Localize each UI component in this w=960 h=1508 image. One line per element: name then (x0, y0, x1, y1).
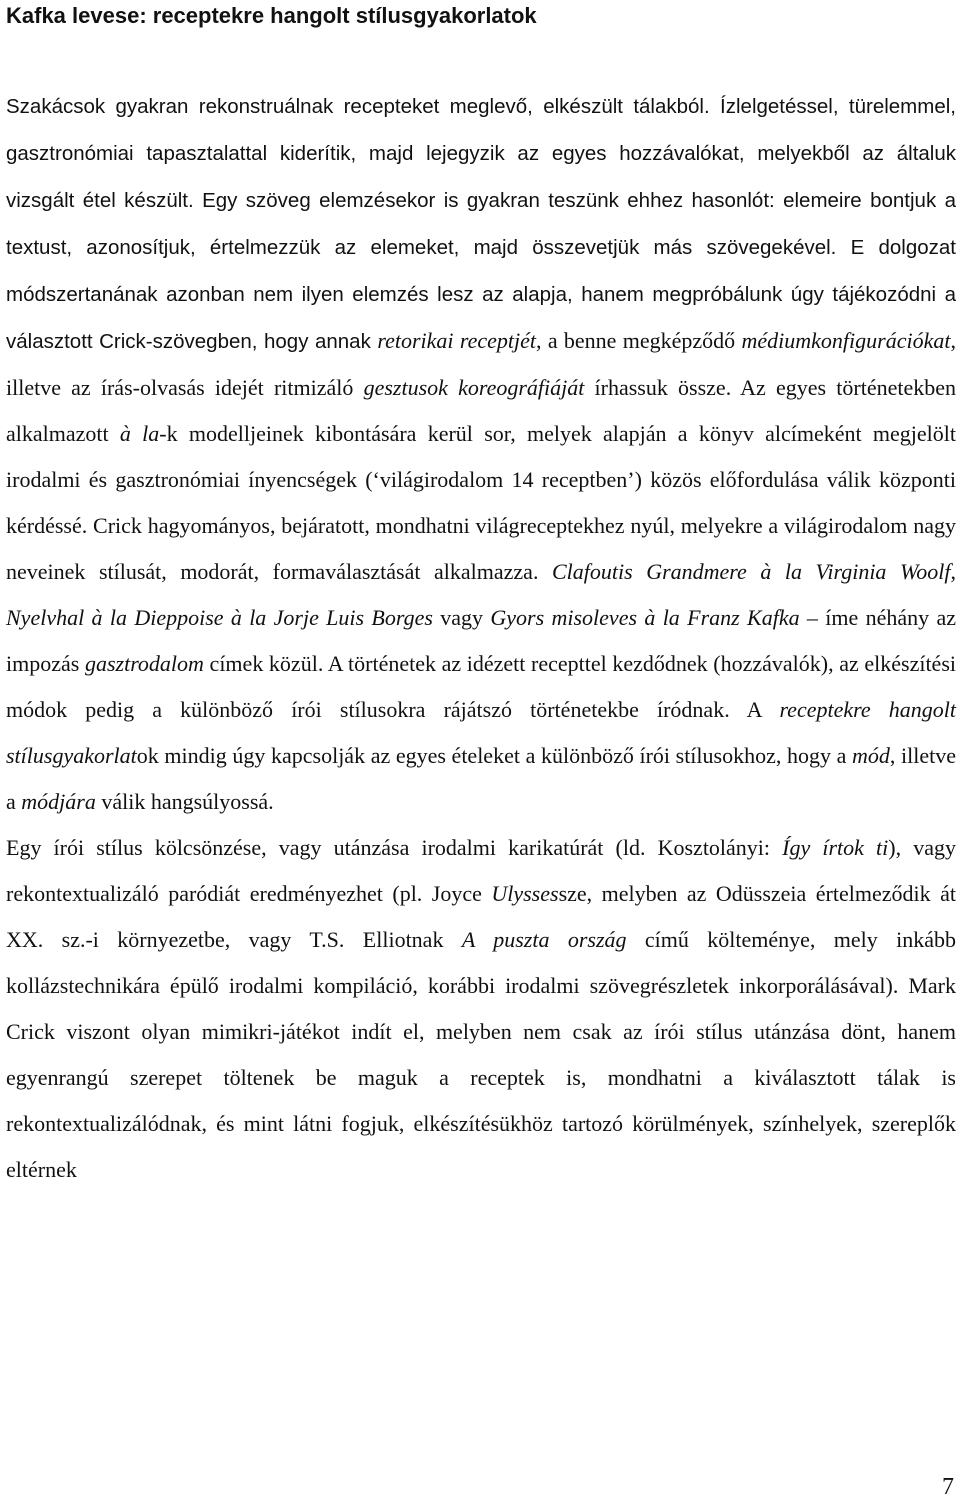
text-run: válik hangsúlyossá. (95, 789, 274, 814)
emphasis-text: médiumkonfigurációkat (741, 328, 951, 353)
emphasis-text: receptekre hangolt stílusgyakorlat (6, 697, 956, 768)
text-run: címek közül. A történetek az idézett recepttel kezdődnek (hozzávalók), az elkészítési módok pedig a különböző írói stílusokra rájátszó történetekbe íródnak. A (6, 651, 956, 722)
page-number: 7 (942, 1474, 954, 1500)
text-run: sze, melyben az Odüsszeia értelmeződik át XX. sz.-i környezetbe, vagy T.S. Elliotnak (6, 881, 956, 952)
emphasis-text: mód (852, 743, 890, 768)
paragraph-intro (6, 83, 956, 825)
emphasis-text: A puszta ország (461, 927, 627, 952)
text-run: , (950, 559, 956, 584)
text-run: – íme néhány az impozás (6, 605, 956, 676)
text-run: , illetve az írás-olvasás idejét ritmizáló (6, 328, 956, 400)
text-run: , illetve a (6, 743, 956, 814)
text-run: ), vagy rekontextualizáló paródiát eredményezhet (pl. Joyce (6, 835, 956, 906)
text-run: írhassuk össze. Az egyes történetekben alkalmazott (6, 375, 956, 446)
text-run: ok mindig úgy kapcsolják az egyes ételeket a különböző írói stílusokhoz, hogy a (136, 743, 852, 768)
emphasis-text: Nyelvhal à la Dieppoise à la Jorje Luis Borges (6, 605, 433, 630)
emphasis-text: Így írtok ti (782, 835, 889, 860)
document-page (6, 0, 956, 1193)
text-run: Egy írói stílus kölcsönzése, vagy utánzása irodalmi karikatúrát (ld. Kosztolányi: (6, 835, 783, 860)
paragraph-style-borrowing (6, 825, 956, 1193)
text-run: című költeménye, mely inkább kollázstechnikára épülő irodalmi kompiláció, korábbi irodalmi szövegrészletek inkorporálásával). Mark Crick viszont olyan mimikri-játékot indít el, melyben nem csak az írói stílus utánzása dönt, hanem egyenrangú szerepet töltenek be maguk a receptek is, mondhatni a kiválasztott tálak is rekontextualizálódnak, és mint látni fogjuk, elkészítésükhöz tartozó körülmények, színhelyek, szereplők eltérnek (6, 927, 956, 1182)
document-title: Kafka levese: receptekre hangolt stílusgyakorlatok (6, 3, 537, 28)
emphasis-text: retorikai receptjét (377, 328, 536, 353)
emphasis-text: gesztusok koreográfiáját (363, 375, 585, 400)
text-run: vagy (432, 605, 491, 630)
emphasis-text: Ulysses (491, 881, 559, 906)
emphasis-text: gasztrodalom (84, 651, 204, 676)
text-run: -k modelljeinek kibontására kerül sor, melyek alapján a könyv alcímeként megjelölt irodalmi és gasztronómiai ínyencségek (‘világirodalom 14 receptben’) közös előfordulása válik központi kérdéssé. Crick hagyományos, bejáratott, mondhatni világreceptekhez nyúl, melyekre a világirodalom nagy neveinek stílusát, modorát, formaválasztását alkalmazza. (6, 421, 956, 584)
text-run: , a benne megképződő (536, 328, 742, 353)
emphasis-text: Clafoutis Grandmere à la Virginia Woolf (551, 559, 951, 584)
emphasis-text: à la (119, 421, 160, 446)
text-run: Szakácsok gyakran rekonstruálnak recepteket meglevő, elkészült tálakból. Ízlelgetéssel, türelemmel, gasztronómiai tapasztalattal kiderítik, majd lejegyzik az egyes hozzávalókat, melyekből az általuk vizsgált étel készült. Egy szöveg elemzésekor is gyakran teszünk ehhez hasonlót: elemeire bontjuk a textust, azonosítjuk, értelmezzük az elemeket, majd összevetjük más szövegekével. (6, 95, 956, 259)
emphasis-text: módjára (21, 789, 96, 814)
text-run: E dolgozat módszertanának azonban nem ilyen elemzés lesz az alapja, hanem megpróbálunk úgy tájékozódni a választott Crick-szövegben, hogy annak (6, 236, 956, 353)
emphasis-text: Gyors misoleves à la Franz Kafka (490, 605, 800, 630)
